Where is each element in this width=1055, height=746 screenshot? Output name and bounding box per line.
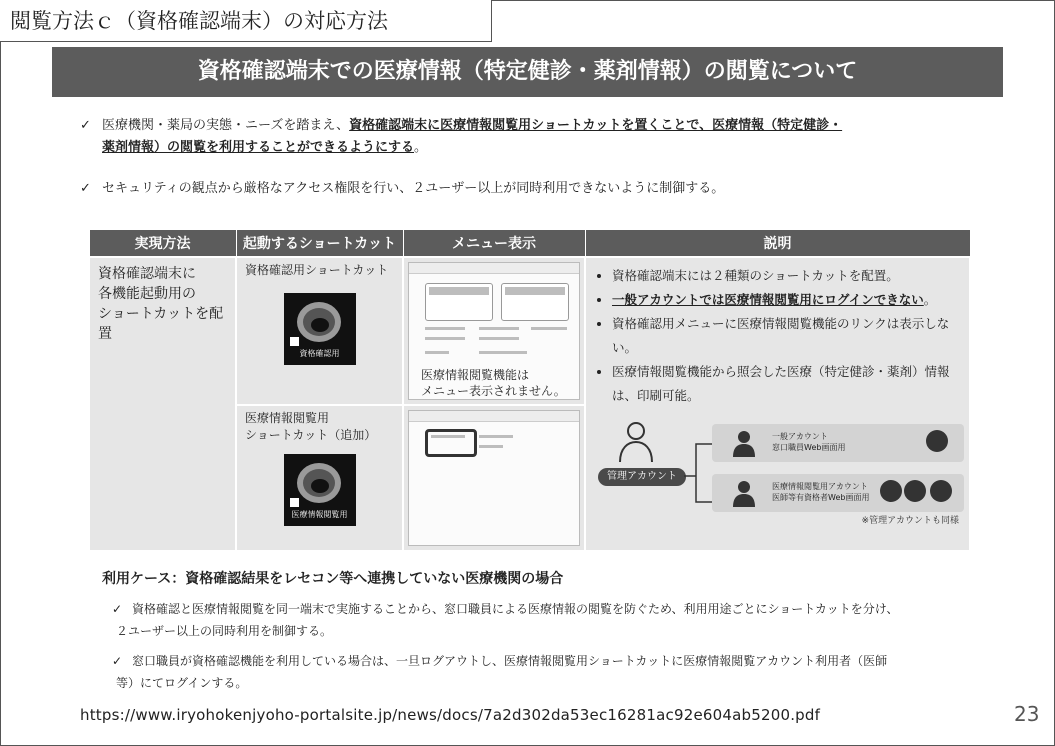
shortcut-label: 資格確認用ショートカット <box>245 263 389 277</box>
shortcut-cell-1 <box>236 257 403 405</box>
bullet-2 <box>80 178 972 200</box>
menu-note-line1: 医療情報閲覧機能は <box>421 368 530 382</box>
shortcut-icon-caption: 医療情報閲覧用 <box>291 510 348 519</box>
slide-title: 閲覧方法ｃ（資格確認端末）の対応方法 <box>0 0 492 42</box>
desc-item-2-text: 一般アカウントでは医療情報閲覧用にログインできない <box>612 292 924 307</box>
method-line: 各機能起動用の <box>98 286 196 302</box>
medical-info-shortcut-icon <box>284 454 356 526</box>
menu-cell-2 <box>403 405 585 551</box>
diagram-connector <box>682 418 716 526</box>
page-number: 23 <box>1014 702 1040 726</box>
general-account-sub: 窓口職員Web画面用 <box>772 443 846 452</box>
general-account-box <box>712 424 964 462</box>
account-diagram <box>592 418 963 526</box>
eligibility-badge-icon <box>926 430 948 452</box>
bullet-1-end: 。 <box>414 140 428 155</box>
shortcut-label: ショートカット（追加） <box>245 428 377 442</box>
use-case-item-1 <box>112 598 962 642</box>
bullet-1-emphasis-a: 資格確認端末に医療情報閲覧用ショートカットを置くことで、医療情報（特定健診・ <box>349 118 843 133</box>
description-cell <box>585 257 970 551</box>
check-icon: ✓ <box>112 602 123 616</box>
check-icon: ✓ <box>80 118 91 133</box>
desc-item-2-end: 。 <box>923 292 937 307</box>
desc-item-1: • 資格確認端末には２種類のショートカットを配置。 <box>612 264 961 288</box>
implementation-table <box>88 229 971 552</box>
header-menu: メニュー表示 <box>403 230 585 258</box>
admin-person-icon <box>614 420 658 464</box>
desc-item-2 <box>612 288 961 312</box>
admin-account-label: 管理アカウント <box>598 468 686 486</box>
header-shortcut: 起動するショートカット <box>236 230 403 258</box>
general-account-title: 一般アカウント <box>772 432 828 441</box>
method-line: 資格確認端末に <box>98 266 196 282</box>
menu-note-line2: メニュー表示されません。 <box>421 384 566 398</box>
diagram-note: ※管理アカウントも同様 <box>861 516 959 526</box>
check-icon: ✓ <box>80 181 91 196</box>
medical-account-sub: 医師等有資格者Web画面用 <box>772 493 870 502</box>
menu-screenshot <box>408 262 580 400</box>
shortcut-label: 医療情報閲覧用 <box>245 411 330 425</box>
shortcut-icon-caption: 資格確認用 <box>299 349 340 358</box>
method-line: ショートカットを配置 <box>98 306 224 342</box>
medical-account-box <box>712 474 964 512</box>
function-badge-icon <box>880 480 902 502</box>
use-case-item-2-line2: 等）にてログインする。 <box>116 676 248 690</box>
bullet-1-text: 医療機関・薬局の実態・ニーズを踏まえ、 <box>102 118 350 133</box>
use-case-item-2 <box>112 650 962 694</box>
menu-screenshot <box>408 410 580 546</box>
use-case-item-1-line1: 資格確認と医療情報閲覧を同一端末で実施することから、窓口職員による医療情報の閲覧を防ぐため、利用用途ごとにショートカットを分け、 <box>132 602 899 616</box>
function-badge-icon <box>930 480 952 502</box>
bullet-2-text: セキュリティの観点から厳格なアクセス権限を行い、２ユーザー以上が同時利用できないように制御する。 <box>102 181 725 196</box>
menu-cell-1 <box>403 257 585 405</box>
bullet-1-emphasis-b: 薬剤情報）の閲覧を利用することができるようにする <box>102 140 415 155</box>
source-url[interactable]: https://www.iryohokenjyoho-portalsite.jp/news/docs/7a2d302da53ec16281ac92e604ab5200.pdf <box>80 706 821 724</box>
desc-item-4: • 医療情報閲覧機能から照会した医療（特定健診・薬剤）情報は、印刷可能。 <box>612 360 961 408</box>
desc-item-3: • 資格確認用メニューに医療情報閲覧機能のリンクは表示しない。 <box>612 312 961 360</box>
shortcut-cell-2 <box>236 405 403 551</box>
use-case-title: 利用ケース：資格確認結果をレセコン等へ連携していない医療機関の場合 <box>102 571 564 587</box>
bullet-1 <box>80 115 972 159</box>
user-avatar-icon <box>732 429 756 457</box>
header-method: 実現方法 <box>89 230 236 258</box>
banner-heading: 資格確認端末での医療情報（特定健診・薬剤情報）の閲覧について <box>52 47 1003 97</box>
method-cell <box>89 257 236 551</box>
use-case-item-1-line2: ２ユーザー以上の同時利用を制御する。 <box>116 624 333 638</box>
use-case-item-2-line1: 窓口職員が資格確認機能を利用している場合は、一旦ログアウトし、医療情報閲覧用ショートカットに医療情報閲覧アカウント利用者（医師 <box>132 654 888 668</box>
doctor-avatar-icon <box>732 479 756 507</box>
medical-account-title: 医療情報閲覧用アカウント <box>772 482 868 491</box>
function-badge-icon <box>904 480 926 502</box>
eligibility-shortcut-icon <box>284 293 356 365</box>
header-description: 説明 <box>585 230 970 258</box>
check-icon: ✓ <box>112 654 123 668</box>
